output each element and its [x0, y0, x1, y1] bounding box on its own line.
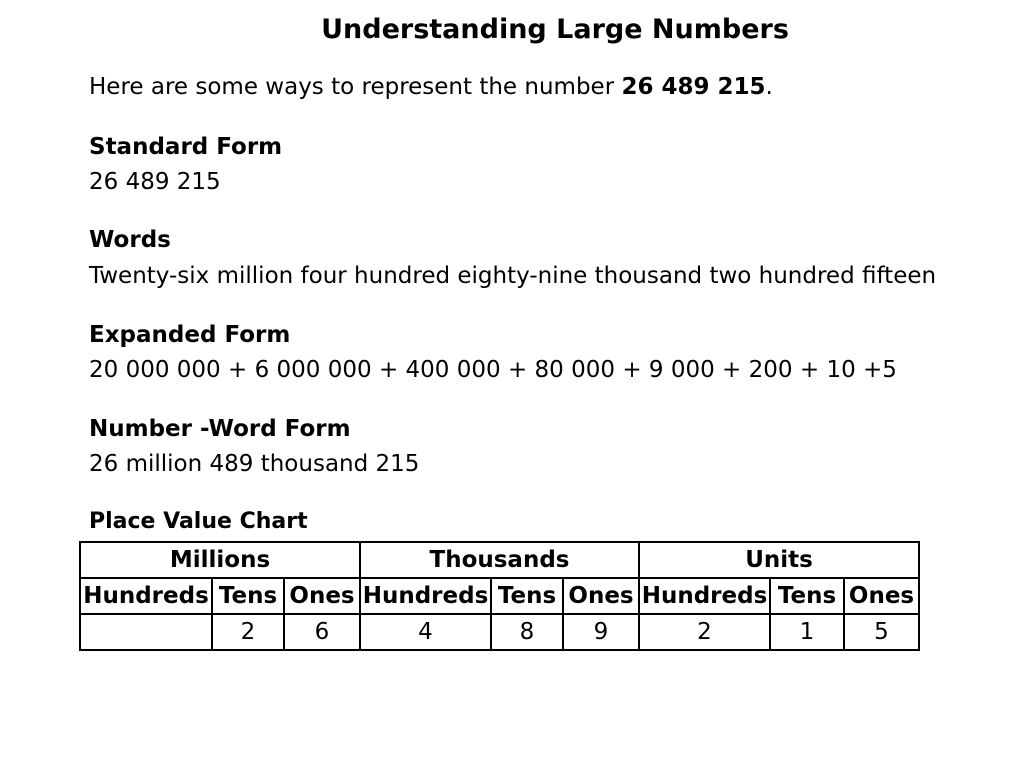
- digit-cell: 9: [563, 614, 639, 650]
- standard-form-text: 26 489 215: [89, 169, 221, 195]
- place-header-row: [80, 578, 919, 614]
- intro-text: [89, 74, 773, 100]
- digit-cell: 6: [284, 614, 360, 650]
- intro-prefix: Here are some ways to represent the number: [89, 74, 622, 100]
- place-value-chart-title: Place Value Chart: [89, 509, 308, 534]
- words-heading: Words: [89, 227, 171, 253]
- group-millions: Millions: [80, 542, 360, 578]
- digit-cell: 8: [491, 614, 563, 650]
- group-units: Units: [639, 542, 919, 578]
- place-header: Ones: [284, 578, 360, 614]
- digit-cell: 2: [639, 614, 770, 650]
- digit-cell: 1: [770, 614, 844, 650]
- intro-number: 26 489 215: [621, 74, 766, 100]
- digit-cell: 4: [360, 614, 491, 650]
- place-header: Tens: [491, 578, 563, 614]
- digit-row: [80, 614, 919, 650]
- place-value-table: [79, 541, 920, 651]
- number-word-form-text: 26 million 489 thousand 215: [89, 451, 420, 477]
- place-header: Ones: [844, 578, 919, 614]
- page-title: Understanding Large Numbers: [321, 14, 789, 45]
- place-header: Hundreds: [639, 578, 770, 614]
- intro-suffix: .: [765, 74, 773, 100]
- digit-cell: 2: [212, 614, 284, 650]
- words-text: Twenty-six million four hundred eighty-nine thousand two hundred fifteen: [89, 263, 937, 289]
- standard-form-heading: Standard Form: [89, 134, 283, 160]
- digit-cell: 5: [844, 614, 919, 650]
- place-header: Hundreds: [360, 578, 491, 614]
- place-header: Ones: [563, 578, 639, 614]
- number-word-form-heading: Number -Word Form: [89, 416, 351, 442]
- expanded-form-text: 20 000 000 + 6 000 000 + 400 000 + 80 000 + 9 000 + 200 + 10 +5: [89, 357, 897, 383]
- place-header: Tens: [212, 578, 284, 614]
- place-header: Hundreds: [80, 578, 212, 614]
- place-header: Tens: [770, 578, 844, 614]
- digit-cell: [80, 614, 212, 650]
- group-header-row: [80, 542, 919, 578]
- group-thousands: Thousands: [360, 542, 639, 578]
- expanded-form-heading: Expanded Form: [89, 322, 291, 348]
